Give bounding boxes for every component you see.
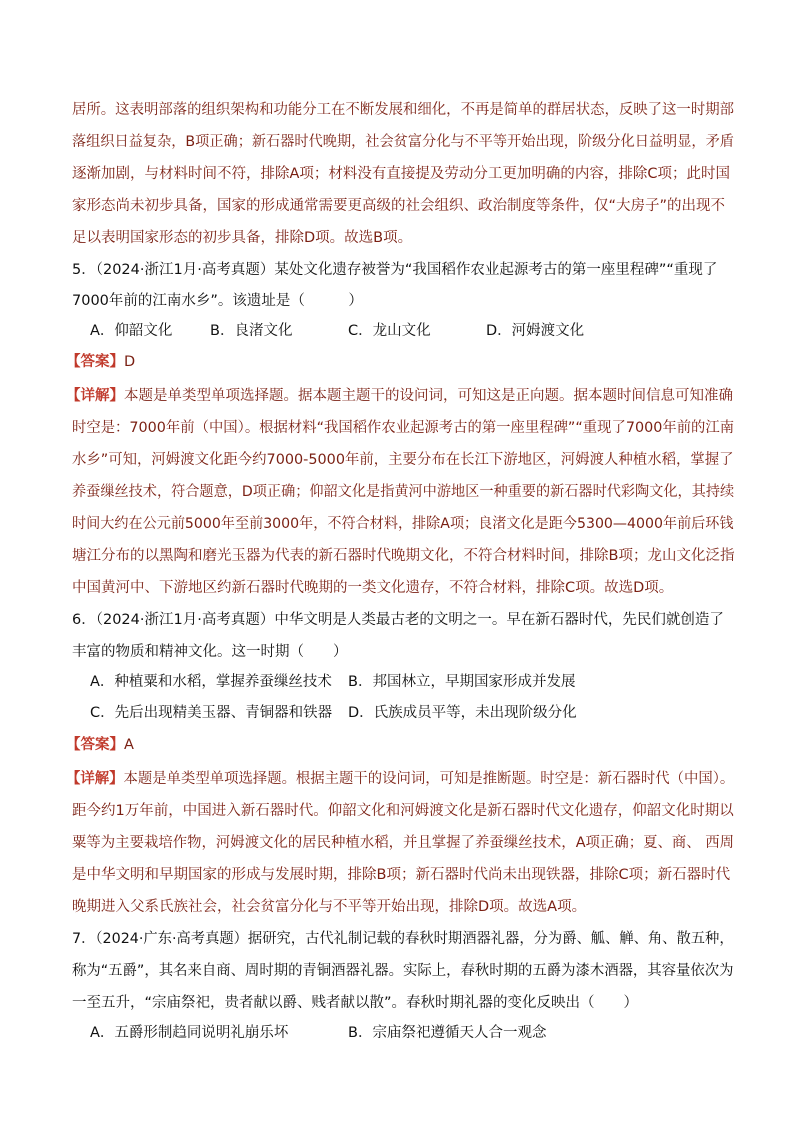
question-6-explain-line bbox=[66, 769, 734, 789]
question-5-option-a: A．仰韶文化 bbox=[90, 323, 173, 339]
question-6-explain-line: 粟等为主要栽培作物，河姆渡文化的居民种植水稻，并且掌握了养蚕缫丝技术，A项正确；夏、商、 西周 bbox=[72, 835, 735, 851]
question-5-explain-line: 养蚕缫丝技术，符合题意，D项正确；仰韶文化是指黄河中游地区一种重要的新石器时代彩陶文化，其持续 bbox=[72, 484, 735, 500]
question-5-stem: 5．（2024·浙江1月·高考真题）某处文化遗存被誉为“我国稻作农业起源考古的第一座里程碑”“重现了 bbox=[72, 262, 718, 278]
question-7-stem: 称为“五爵”，其名来自商、周时期的青铜酒器礼器。实际上，春秋时期的五爵为漆木酒器，其容量依次为 bbox=[72, 963, 734, 979]
question-5-answer bbox=[66, 352, 135, 372]
answer-value: D bbox=[124, 354, 136, 370]
question-5-stem: 7000年前的江南水乡”。该遗址是（ ） bbox=[72, 293, 363, 309]
answer-label: 【答案】 bbox=[66, 354, 124, 370]
question-6-option-c: C．先后出现精美玉器、青铜器和铁器 bbox=[90, 705, 333, 721]
question-6-stem: 6．（2024·浙江1月·高考真题）中华文明是人类最古老的文明之一。早在新石器时代，先民们就创造了 bbox=[72, 612, 724, 628]
question-5-option-d: D．河姆渡文化 bbox=[486, 323, 585, 339]
question-6-option-a: A．种植粟和水稻，掌握养蚕缫丝技术 bbox=[90, 674, 332, 690]
explain-label: 【详解】 bbox=[66, 388, 124, 404]
explain-label: 【详解】 bbox=[66, 771, 124, 787]
prev-explain-line: 居所。这表明部落的组织架构和功能分工在不断发展和细化，不再是简单的群居状态，反映了这一时期部 bbox=[72, 102, 734, 118]
question-5-explain-line: 塘江分布的以黑陶和磨光玉器为代表的新石器时代晚期文化，不符合材料时间，排除B项；龙山文化泛指 bbox=[72, 548, 735, 564]
question-5-option-c: C．龙山文化 bbox=[348, 323, 431, 339]
prev-explain-line: 落组织日益复杂，B项正确；新石器时代晚期，社会贫富分化与不平等开始出现，阶级分化日益明显，矛盾 bbox=[72, 134, 734, 150]
question-6-option-d: D．氏族成员平等，未出现阶级分化 bbox=[348, 705, 577, 721]
question-5-explain-line: 中国黄河中、下游地区约新石器时代晚期的一类文化遗存，不符合材料，排除C项。故选D项。 bbox=[72, 580, 674, 596]
question-6-answer bbox=[66, 735, 134, 755]
question-6-option-b: B．邦国林立，早期国家形成并发展 bbox=[348, 674, 576, 690]
question-7-stem: 一至五升，“宗庙祭祀，贵者献以爵、贱者献以散”。春秋时期礼器的变化反映出（ ） bbox=[72, 995, 639, 1011]
question-6-stem: 丰富的物质和精神文化。这一时期（ ） bbox=[72, 644, 348, 660]
question-5-explain-line bbox=[66, 386, 733, 406]
question-6-explain-line: 晚期进入父系氏族社会，社会贫富分化与不平等开始出现，排除D项。故选A项。 bbox=[72, 899, 587, 915]
answer-label: 【答案】 bbox=[66, 737, 124, 753]
question-5-explain-line: 时间大约在公元前5000年至前3000年，不符合材料，排除A项；良渚文化是距今5300—4000年前后环钱 bbox=[72, 516, 734, 532]
prev-explain-line: 逐渐加剧，与材料时间不符，排除A项；材料没有直接提及劳动分工更加明确的内容，排除C项；此时国 bbox=[72, 166, 731, 182]
question-5-option-b: B．良渚文化 bbox=[210, 323, 293, 339]
prev-explain-line: 家形态尚未初步具备，国家的形成通常需要更高级的社会组织、政治制度等条件，仅“大房子”的出现不 bbox=[72, 198, 726, 214]
explain-text: 本题是单类型单项选择题。据本题主题干的设问词，可知这是正向题。据本题时间信息可知准确 bbox=[124, 388, 733, 404]
explain-text: 本题是单类型单项选择题。根据主题干的设问词，可知是推断题。时空是：新石器时代（中国）。 bbox=[123, 771, 735, 787]
answer-value: A bbox=[124, 737, 134, 753]
question-6-explain-line: 是中华文明和早期国家的形成与发展时期，排除B项；新石器时代尚未出现铁器，排除C项；新石器时代 bbox=[72, 867, 731, 883]
question-7-stem: 7．（2024·广东·高考真题）据研究，古代礼制记载的春秋时期酒器礼器，分为爵、觚、觯、角、散五种， bbox=[72, 931, 734, 947]
question-5-explain-line: 水乡”可知，河姆渡文化距今约7000-5000年前，主要分布在长江下游地区，河姆渡人种植水稻，掌握了 bbox=[72, 452, 734, 468]
prev-explain-line: 足以表明国家形态的初步具备，排除D项。故选B项。 bbox=[72, 230, 413, 246]
question-5-explain-line: 时空是：7000年前（中国）。根据材料“我国稻作农业起源考古的第一座里程碑”“重现了7000年前的江南 bbox=[72, 420, 735, 436]
question-6-explain-line: 距今约1万年前，中国进入新石器时代。仰韶文化和河姆渡文化是新石器时代文化遗存，仰韶文化时期以 bbox=[72, 803, 734, 819]
question-7-option-a: A．五爵形制趋同说明礼崩乐坏 bbox=[90, 1025, 289, 1041]
question-7-option-b: B．宗庙祭祀遵循天人合一观念 bbox=[348, 1025, 547, 1041]
